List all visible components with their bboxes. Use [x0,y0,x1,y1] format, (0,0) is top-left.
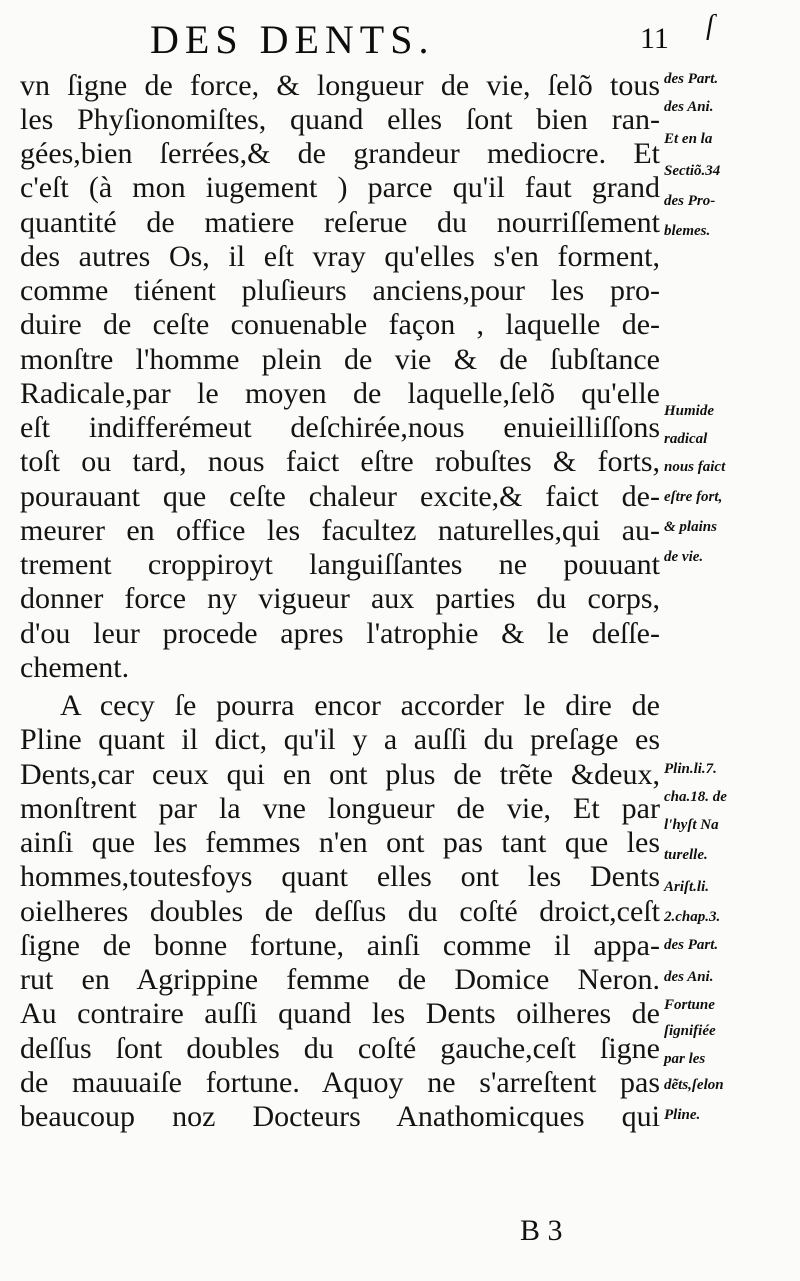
margin-note: eſtre fort, [664,489,723,505]
margin-note: & plains [664,519,717,535]
text-line: pourauant que ceſte chaleur excite,& faict de- [20,480,660,513]
margin-note: ſignifiée [664,1023,716,1039]
text-line: Pline quant il dict, qu'il y a auſſi du preſage es [20,723,660,756]
margin-note: turelle. [664,847,708,863]
text-line: gées,bien ſerrées,& de grandeur mediocre. Et [20,137,660,170]
margin-note: des Part. [664,937,719,953]
margin-note: des Pro- [664,193,716,209]
text-line: des autres Os, il eſt vray qu'elles s'en forment, [20,240,660,273]
text-line: chement. [20,651,130,684]
text-line: d'ou leur procede apres l'atrophie & le deſſe- [20,617,660,650]
text-line: deſſus ſont doubles du coſté gauche,ceſt ſigne [20,1032,660,1065]
text-line: comme tiénent pluſieurs anciens,pour les pro- [20,274,660,307]
margin-note: 2.chap.3. [664,909,721,925]
margin-note: des Ani. [664,99,714,115]
text-line: ainſi que les femmes n'en ont pas tant que les [20,826,660,859]
text-line: toſt ou tard, nous faict eſtre robuſtes & forts, [20,445,660,478]
text-line: meurer en office les facultez naturelles,qui au- [20,514,660,547]
text-line: quantité de matiere reſerue du nourriſſement [20,206,660,239]
text-line: monſtre l'homme plein de vie & de ſubſtance [20,343,660,376]
text-line: oielheres doubles de deſſus du coſté droict,ceſt [20,895,660,928]
margin-note: blemes. [664,223,711,239]
text-line: donner force ny vigueur aux parties du corps, [20,582,660,615]
margin-note: Humide [664,403,715,419]
margin-note: Et en la [664,131,713,147]
text-line: hommes,toutesfoys quant elles ont les Dents [20,860,660,893]
text-line: monſtrent par la vne longueur de vie, Et par [20,792,660,825]
text-line: trement croppiroyt languiſſantes ne pouuant [20,548,660,581]
paragraph-start-line: A cecy ſe pourra encor accorder le dire de [60,689,660,722]
margin-note: par les [664,1051,706,1067]
corner-mark: ſ [706,10,714,41]
running-title: DES DENTS. [150,17,435,62]
margin-note: cha.18. de [664,789,727,805]
text-line: rut en Agrippine femme de Domice Neron. [20,963,660,996]
margin-note: Pline. [664,1107,701,1123]
margin-note: des Part. [664,71,719,87]
signature-mark: B 3 [520,1214,563,1247]
margin-note: radical [664,431,708,447]
page-number: 11 [640,22,669,55]
margin-note: Ariſt.li. [664,879,710,895]
text-line: eſt indifferémeut deſchirée,nous enuieilliſſons [20,411,660,444]
text-line: Dents,car ceux qui en ont plus de trẽte &deux, [20,758,660,791]
text-line: vn ſigne de force, & longueur de vie, ſelõ tous [20,69,660,102]
margin-note: Fortune [664,997,715,1013]
margin-note: Sectiõ.34 [664,163,721,179]
margin-note: dẽts,ſelon [664,1077,724,1093]
margin-note: de vie. [664,549,704,565]
margin-note: des Ani. [664,969,714,985]
text-line: Radicale,par le moyen de laquelle,ſelõ qu'elle [20,377,660,410]
margin-note: nous faict [664,459,726,475]
text-line: beaucoup noz Docteurs Anathomicques qui [20,1100,660,1133]
margin-note: Plin.li.7. [664,761,717,777]
text-line: ſigne de bonne fortune, ainſi comme il appa- [20,929,660,962]
text-line: duire de ceſte conuenable façon , laquelle de- [20,308,660,341]
text-line: de mauuaiſe fortune. Aquoy ne s'arreſtent pas [20,1066,660,1099]
text-line: c'eſt (à mon iugement ) parce qu'il faut grand [20,171,660,204]
text-line: Au contraire auſſi quand les Dents oilheres de [20,997,660,1030]
page-header [0,8,800,64]
text-line: les Phyſionomiſtes, quand elles ſont bien ran- [20,103,660,136]
margin-note: l'hyſt Na [664,817,719,833]
